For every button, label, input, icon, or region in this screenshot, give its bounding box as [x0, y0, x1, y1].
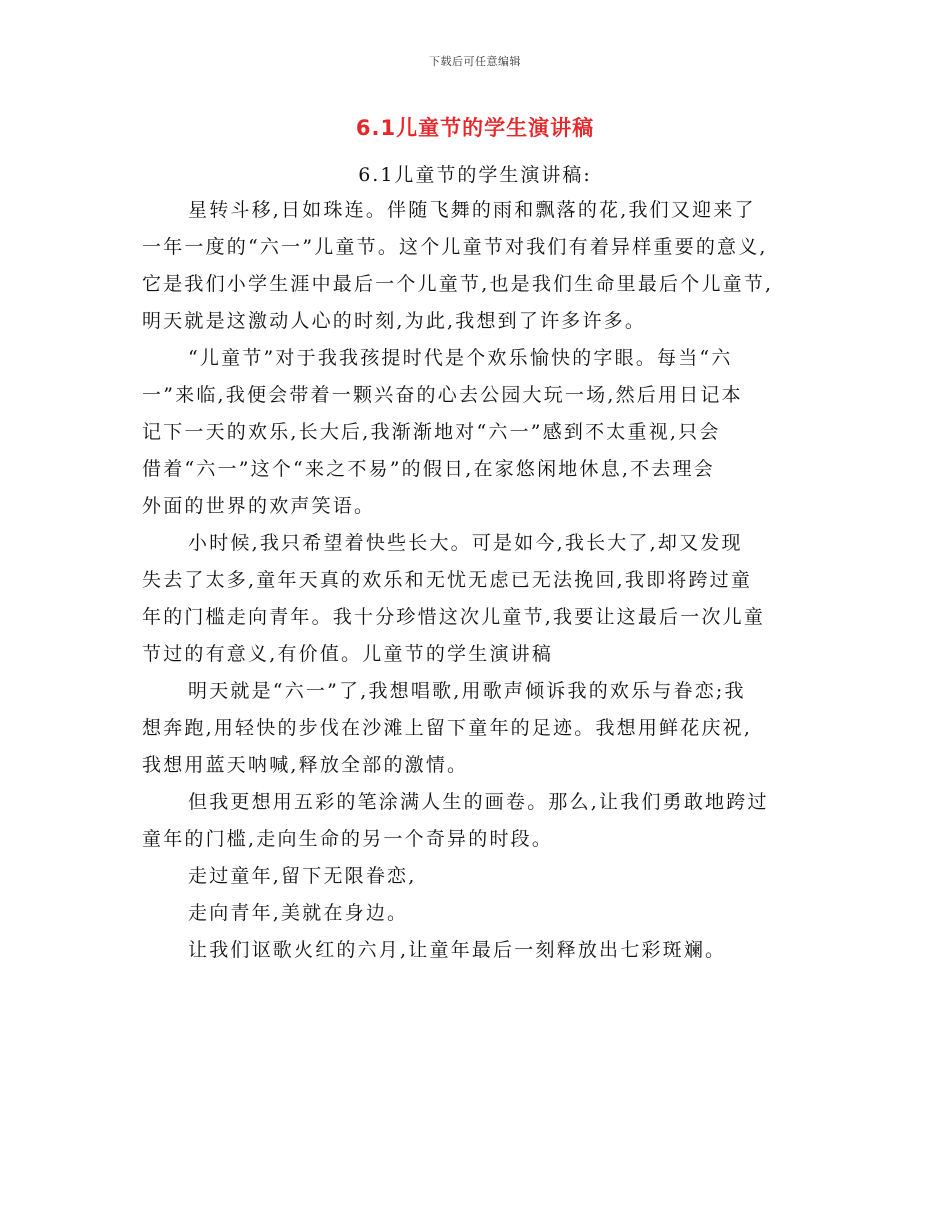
document-title: 6.1儿童节的学生演讲稿 — [355, 116, 595, 140]
body-line: 童年的门槛,走向生命的另一个奇异的时段。 — [142, 828, 554, 850]
body-line: 我想用蓝天呐喊,释放全部的激情。 — [142, 754, 469, 776]
body-line: 走过童年,留下无限眷恋, — [188, 865, 417, 887]
body-line: 走向青年,美就在身边。 — [188, 902, 409, 924]
body-line: 记下一天的欢乐,长大后,我渐渐地对“六一”感到不太重视,只会 — [142, 421, 721, 443]
body-line: 让我们讴歌火红的六月,让童年最后一刻释放出七彩斑斓。 — [188, 939, 727, 961]
body-line: 年的门槛走向青年。我十分珍惜这次儿童节,我要让这最后一次儿童 — [142, 606, 766, 628]
body-line: 一”来临,我便会带着一颗兴奋的心去公园大玩一场,然后用日记本 — [142, 384, 743, 406]
body-line: 失去了太多,童年天真的欢乐和无忧无虑已无法挽回,我即将跨过童 — [142, 569, 753, 591]
body-line: 借着“六一”这个“来之不易”的假日,在家悠闲地休息,不去理会 — [142, 458, 715, 480]
body-line: 但我更想用五彩的笔涂满人生的画卷。那么,让我们勇敢地跨过 — [188, 791, 769, 813]
document-subtitle: 6.1儿童节的学生演讲稿: — [358, 164, 592, 186]
document-body — [142, 192, 807, 969]
body-line: “儿童节”对于我我孩提时代是个欢乐愉快的字眼。每当“六 — [188, 347, 733, 369]
body-line: 它是我们小学生涯中最后一个儿童节,也是我们生命里最后个儿童节, — [142, 273, 774, 295]
body-line: 节过的有意义,有价值。儿童节的学生演讲稿 — [142, 643, 554, 665]
body-line: 明天就是这激动人心的时刻,为此,我想到了许多许多。 — [142, 310, 647, 332]
body-line: 想奔跑,用轻快的步伐在沙滩上留下童年的足迹。我想用鲜花庆祝, — [142, 717, 753, 739]
body-line: 明天就是“六一”了,我想唱歌,用歌声倾诉我的欢乐与眷恋;我 — [188, 680, 746, 702]
body-line: 外面的世界的欢声笑语。 — [142, 495, 376, 517]
body-line: 小时候,我只希望着快些长大。可是如今,我长大了,却又发现 — [188, 532, 743, 554]
body-line: 星转斗移,日如珠连。伴随飞舞的雨和飘落的花,我们又迎来了 — [188, 199, 756, 221]
body-line: 一年一度的“六一”儿童节。这个儿童节对我们有着异样重要的意义, — [142, 236, 768, 258]
header-note: 下载后可任意编辑 — [429, 55, 521, 68]
